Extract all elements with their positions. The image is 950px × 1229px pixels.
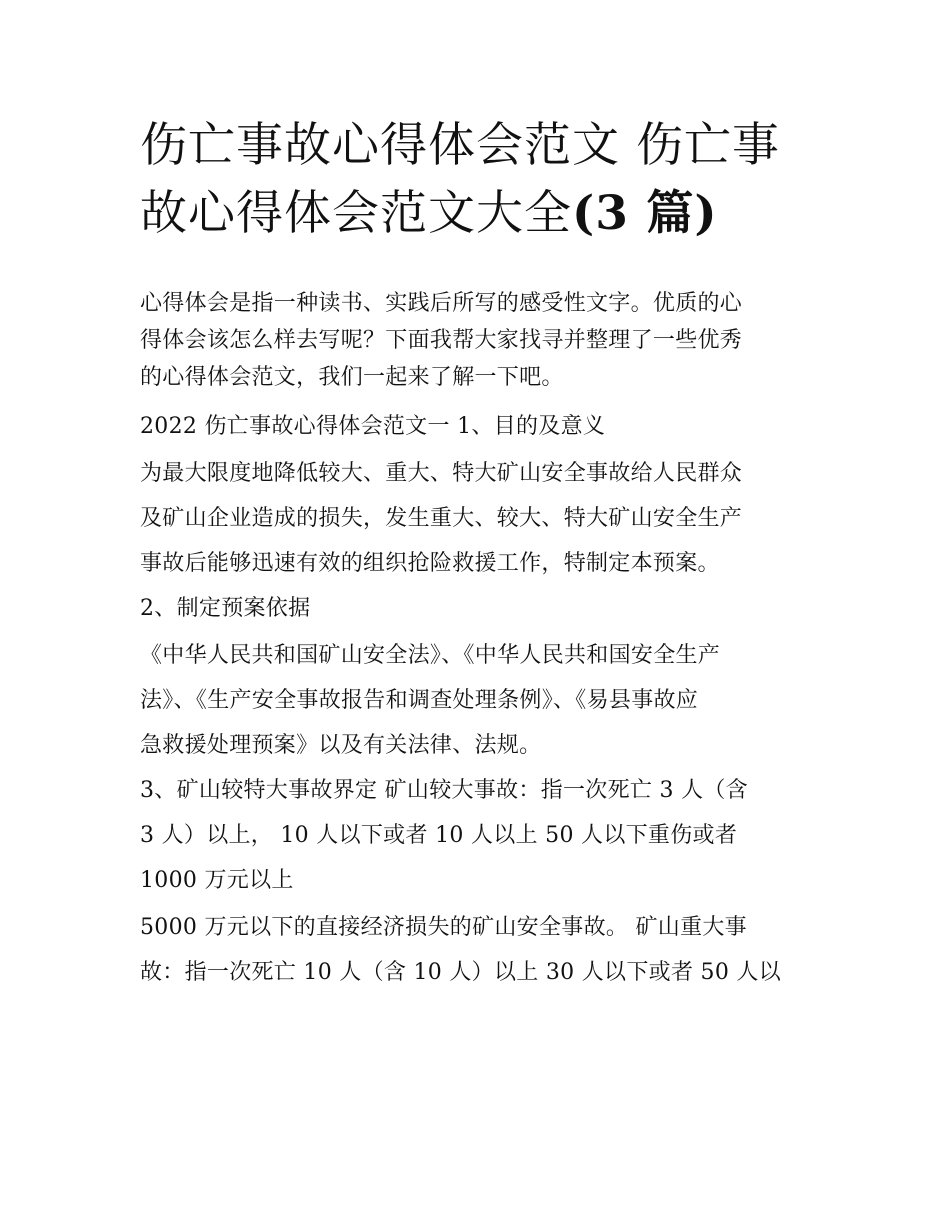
body-line: 3 人）以上， 10 人以下或者 10 人以上 50 人以下重伤或者 <box>140 823 738 848</box>
section-heading: 2022 伤亡事故心得体会范文一 1、目的及意义 <box>140 414 606 439</box>
body-line: 法》、《生产安全事故报告和调查处理条例》、《易县事故应 <box>140 688 699 713</box>
document-title <box>140 112 830 248</box>
title-line-1: 伤亡事故心得体会范文 伤亡事 <box>140 118 780 173</box>
section-heading: 3、矿山较特大事故界定 矿山较大事故：指一次死亡 3 人（含 <box>140 778 748 803</box>
document-body <box>140 285 820 991</box>
body-line: 为最大限度地降低较大、重大、特大矿山安全事故给人民群众 <box>140 461 743 486</box>
title-line-2: 故心得体会范文大全 <box>140 186 572 241</box>
body-line: 及矿山企业造成的损失，发生重大、较大、特大矿山安全生产 <box>140 506 743 531</box>
body-line: 得体会该怎么样去写呢？下面我帮大家找寻并整理了一些优秀 <box>140 328 743 353</box>
body-line: 1000 万元以上 <box>140 868 294 893</box>
body-line: 《中华人民共和国矿山安全法》、《中华人民共和国安全生产 <box>140 643 721 668</box>
body-line: 5000 万元以下的直接经济损失的矿山安全事故。 矿山重大事 <box>140 915 747 940</box>
title-suffix: 篇) <box>628 186 718 241</box>
body-line: 心得体会是指一种读书、实践后所写的感受性文字。优质的心 <box>140 291 743 316</box>
body-line: 事故后能够迅速有效的组织抢险救援工作，特制定本预案。 <box>140 551 720 576</box>
title-count: (3 <box>572 186 629 241</box>
body-line: 的心得体会范文，我们一起来了解一下吧。 <box>140 365 564 390</box>
body-line: 故：指一次死亡 10 人（含 10 人）以上 30 人以下或者 50 人以 <box>140 960 782 985</box>
body-line: 急救援处理预案》以及有关法律、法规。 <box>140 733 542 758</box>
section-heading: 2、制定预案依据 <box>140 596 311 621</box>
